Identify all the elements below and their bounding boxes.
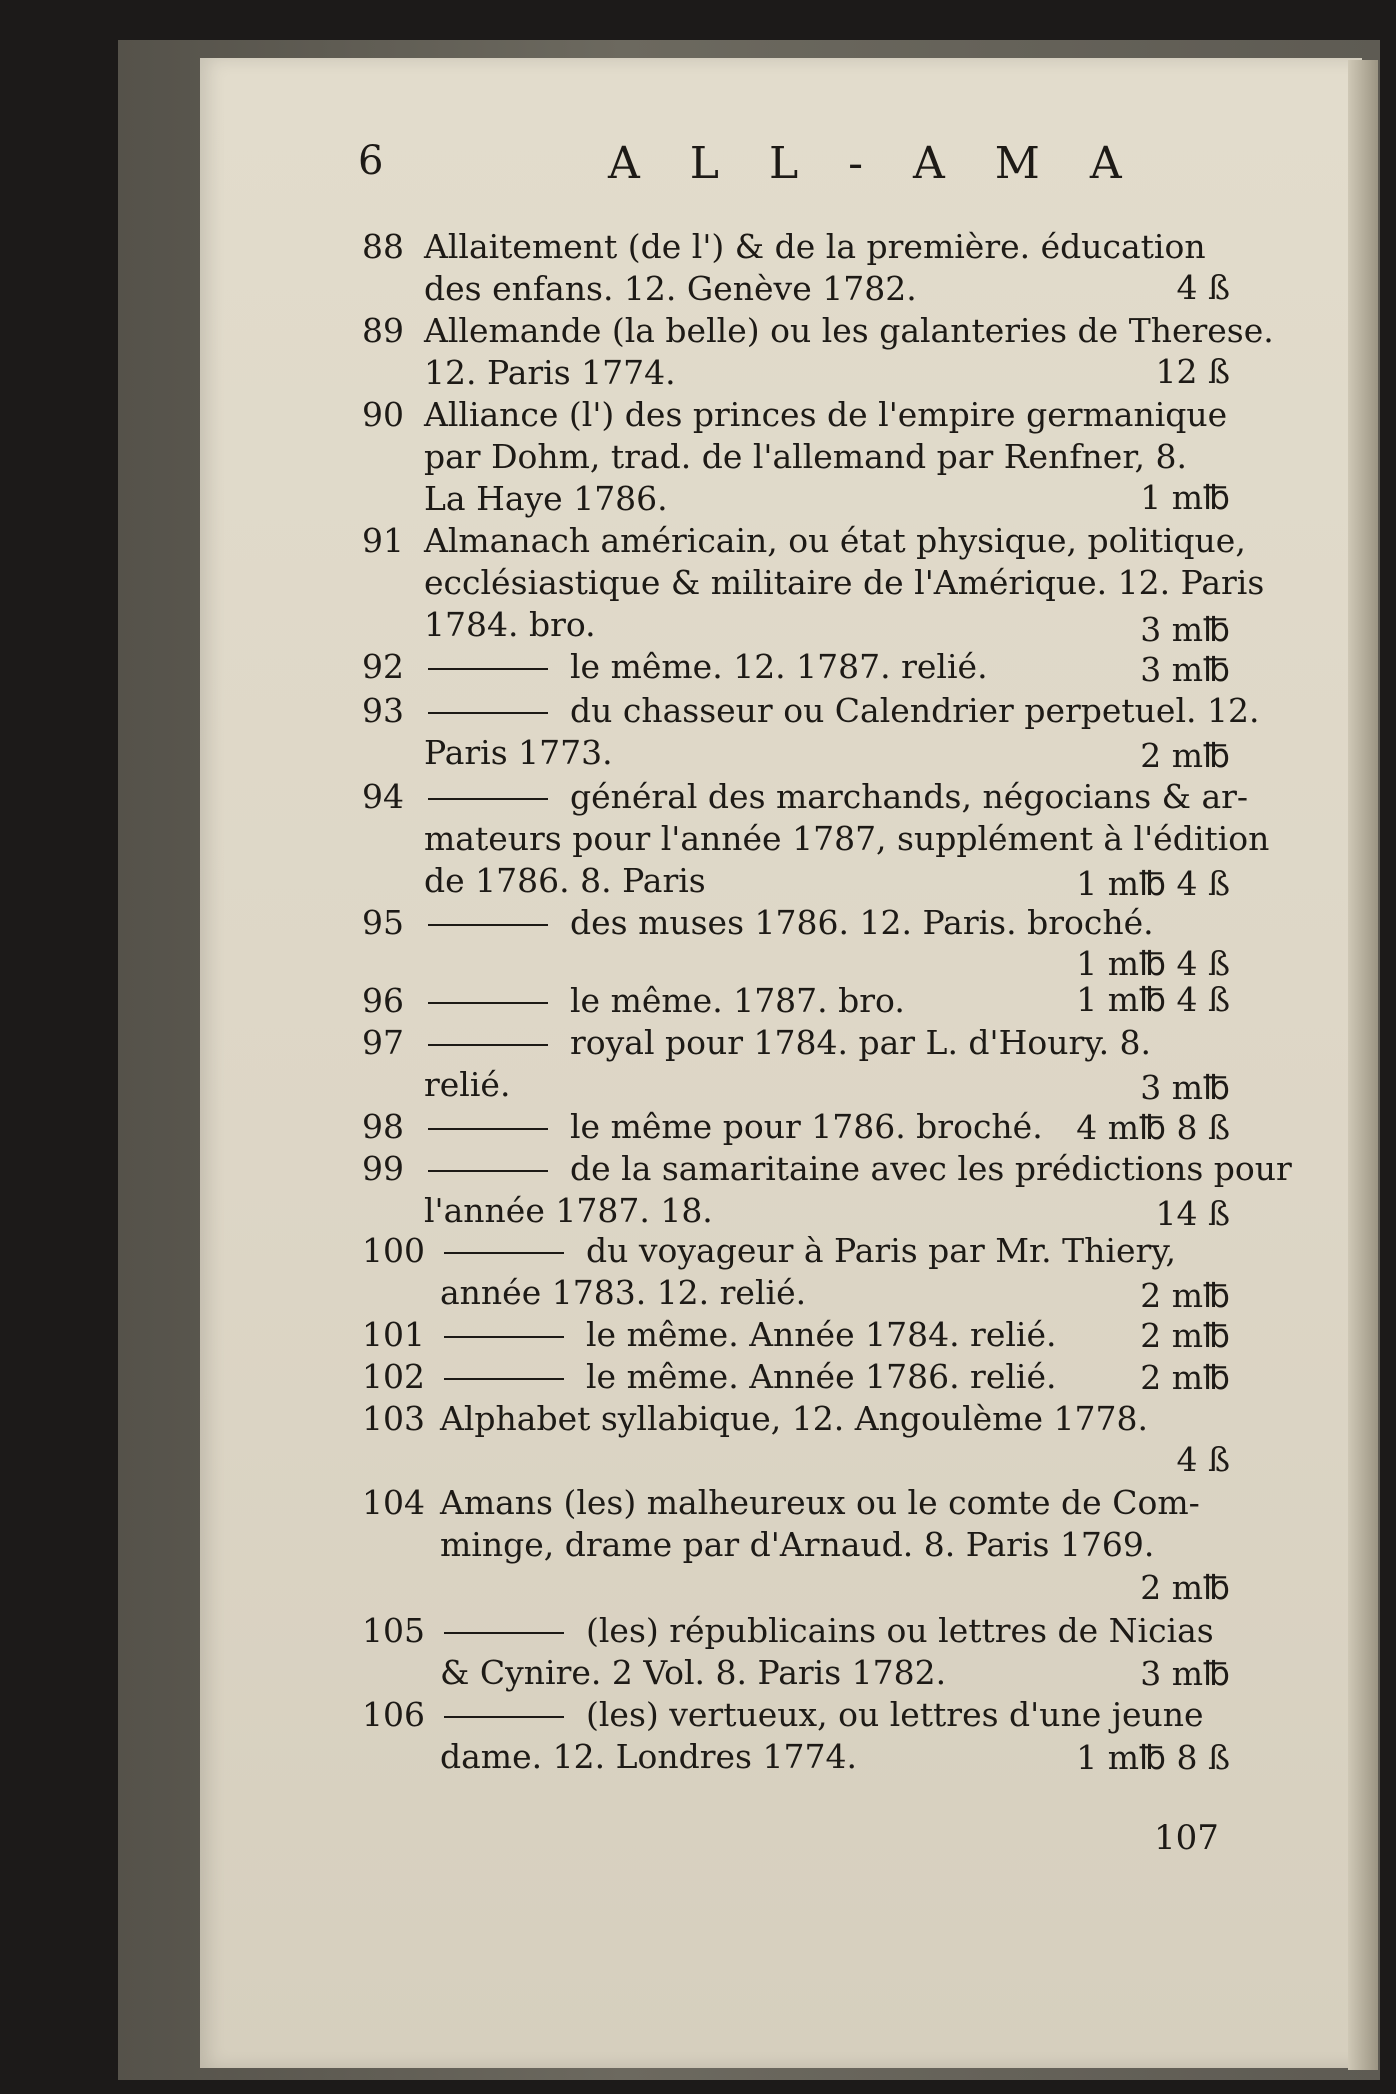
entry-line	[424, 1106, 1043, 1148]
entry-line: des enfans. 12. Genève 1782.	[424, 269, 917, 308]
entry-price: 2 m℔	[1140, 736, 1230, 775]
catchword: 107	[1154, 1818, 1219, 1858]
ditto-dash	[444, 1336, 564, 1338]
entry-number: 106	[362, 1695, 425, 1734]
ditto-dash	[444, 1716, 564, 1718]
entry-price: 1 m℔	[1140, 478, 1230, 517]
entry-number: 103	[362, 1399, 425, 1438]
entry-line: dame. 12. Londres 1774.	[440, 1737, 857, 1776]
entry-line	[424, 980, 905, 1022]
entry-line	[424, 776, 1248, 818]
entry-number: 93	[362, 691, 404, 730]
entry-line: 12. Paris 1774.	[424, 353, 676, 392]
entry-line	[440, 1314, 1056, 1356]
entry-text: du voyageur à Paris par Mr. Thiery,	[586, 1231, 1177, 1270]
entry-price: 4 ß	[1176, 268, 1230, 307]
ditto-dash	[428, 712, 548, 714]
entry-price: 1 m℔ 8 ß	[1076, 1738, 1230, 1777]
entry-text: le même pour 1786. broché.	[570, 1107, 1043, 1146]
ditto-dash	[444, 1252, 564, 1254]
entry-number: 89	[362, 311, 404, 350]
entry-number: 91	[362, 521, 404, 560]
entry-line: de 1786. 8. Paris	[424, 861, 706, 900]
entry-price: 2 m℔	[1140, 1316, 1230, 1355]
entry-line	[424, 902, 1154, 944]
ditto-dash	[428, 1044, 548, 1046]
entry-price: 4 ß	[1176, 1440, 1230, 1479]
entry-number: 92	[362, 647, 404, 686]
entry-price: 1 m℔ 4 ß	[1076, 944, 1230, 983]
entry-text: (les) vertueux, ou lettres d'une jeune	[586, 1695, 1204, 1734]
entry-number: 94	[362, 777, 404, 816]
entry-number: 102	[362, 1357, 425, 1396]
entry-line: 1784. bro.	[424, 605, 596, 644]
entry-line	[440, 1230, 1176, 1272]
entry-line: ecclésiastique & militaire de l'Amérique. 12. Paris	[424, 563, 1265, 602]
entry-line: Alphabet syllabique, 12. Angoulème 1778.	[440, 1399, 1148, 1438]
entry-line: année 1783. 12. relié.	[440, 1273, 807, 1312]
running-title: A L L - A M A	[608, 138, 1140, 189]
ditto-dash	[444, 1378, 564, 1380]
entry-price: 3 m℔	[1140, 650, 1230, 689]
entry-price: 3 m℔	[1140, 1654, 1230, 1693]
entry-price: 2 m℔	[1140, 1358, 1230, 1397]
ditto-dash	[428, 924, 548, 926]
entry-price: 14 ß	[1155, 1194, 1230, 1233]
entry-line: & Cynire. 2 Vol. 8. Paris 1782.	[440, 1653, 947, 1692]
entry-text: le même. Année 1784. relié.	[586, 1315, 1057, 1354]
entry-price: 12 ß	[1155, 352, 1230, 391]
ditto-dash	[428, 798, 548, 800]
entry-number: 105	[362, 1611, 425, 1650]
entry-line	[440, 1610, 1214, 1652]
entry-line: Alliance (l') des princes de l'empire germanique	[424, 395, 1228, 434]
entry-number: 101	[362, 1315, 425, 1354]
entry-number: 88	[362, 227, 404, 266]
entry-text: le même. 12. 1787. relié.	[570, 647, 988, 686]
entry-number: 95	[362, 903, 404, 942]
entry-price: 2 m℔	[1140, 1568, 1230, 1607]
ditto-dash	[428, 668, 548, 670]
entry-number: 104	[362, 1483, 425, 1522]
entry-line: Amans (les) malheureux ou le comte de Com-	[440, 1483, 1200, 1522]
entry-number: 96	[362, 981, 404, 1020]
entry-price: 1 m℔ 4 ß	[1076, 864, 1230, 903]
entry-line: Allaitement (de l') & de la première. éducation	[424, 227, 1206, 266]
entry-line: minge, drame par d'Arnaud. 8. Paris 1769.	[440, 1525, 1155, 1564]
entry-line: par Dohm, trad. de l'allemand par Renfner, 8.	[424, 437, 1187, 476]
ditto-dash	[428, 1128, 548, 1130]
entry-text: des muses 1786. 12. Paris. broché.	[570, 903, 1154, 942]
entry-line	[424, 1022, 1151, 1064]
entry-line	[424, 646, 988, 688]
entry-line: Paris 1773.	[424, 733, 613, 772]
entry-price: 4 m℔ 8 ß	[1076, 1108, 1230, 1147]
page-number: 6	[358, 138, 384, 184]
entry-line: relié.	[424, 1065, 511, 1104]
entry-number: 97	[362, 1023, 404, 1062]
entry-text: du chasseur ou Calendrier perpetuel. 12.	[570, 691, 1260, 730]
entry-number: 90	[362, 395, 404, 434]
entry-line: La Haye 1786.	[424, 479, 668, 518]
ditto-dash	[428, 1002, 548, 1004]
entry-line: Almanach américain, ou état physique, politique,	[424, 521, 1246, 560]
entry-price: 3 m℔	[1140, 610, 1230, 649]
entry-text: général des marchands, négocians & ar-	[570, 777, 1249, 816]
entry-number: 98	[362, 1107, 404, 1146]
entry-price: 3 m℔	[1140, 1068, 1230, 1107]
entry-line	[424, 690, 1259, 732]
entry-text: royal pour 1784. par L. d'Houry. 8.	[570, 1023, 1152, 1062]
entry-text: de la samaritaine avec les prédictions pour	[570, 1149, 1292, 1188]
entry-line	[440, 1694, 1204, 1736]
entry-text: (les) républicains ou lettres de Nicias	[586, 1611, 1214, 1650]
entry-number: 100	[362, 1231, 425, 1270]
entry-number: 99	[362, 1149, 404, 1188]
entry-text: le même. Année 1786. relié.	[586, 1357, 1057, 1396]
entry-text: le même. 1787. bro.	[570, 981, 905, 1020]
entry-line: mateurs pour l'année 1787, supplément à l'édition	[424, 819, 1270, 858]
ditto-dash	[428, 1170, 548, 1172]
ditto-dash	[444, 1632, 564, 1634]
entry-price: 2 m℔	[1140, 1276, 1230, 1315]
entry-line: l'année 1787. 18.	[424, 1191, 713, 1230]
entry-line	[440, 1356, 1056, 1398]
entry-line	[424, 1148, 1292, 1190]
entry-price: 1 m℔ 4 ß	[1076, 980, 1230, 1019]
entry-line: Allemande (la belle) ou les galanteries de Therese.	[424, 311, 1274, 350]
